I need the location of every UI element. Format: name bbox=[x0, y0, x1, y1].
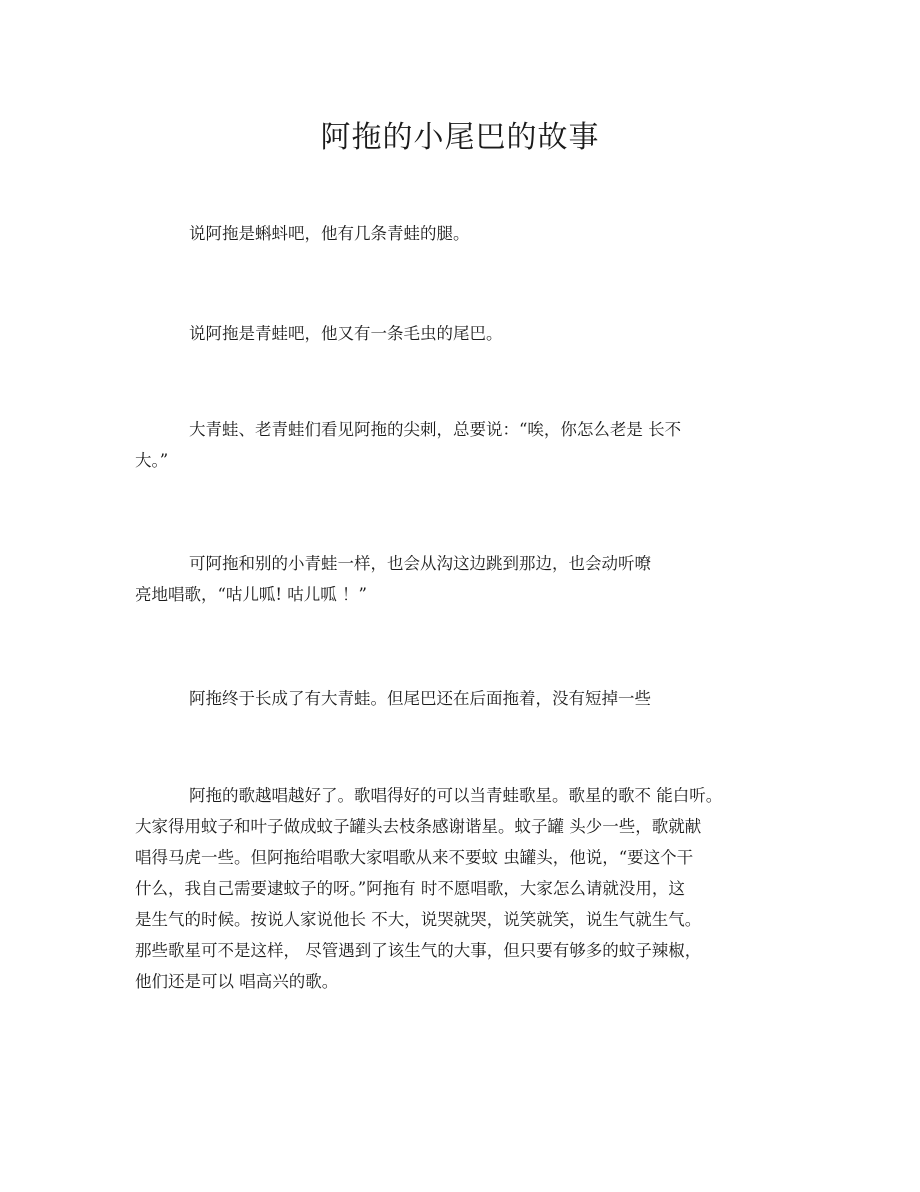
paragraph-line: 亮地唱歌，“咕儿呱! 咕儿呱 ！” bbox=[135, 585, 367, 604]
paragraph-line: 大青蛙、老青蛙们看见阿拖的尖刺，总要说：“唉，你怎么老是 长不 bbox=[189, 420, 682, 439]
paragraph-line: 说阿拖是蝌蚪吧，他有几条青蛙的腿。 bbox=[189, 224, 470, 243]
paragraph-line: 是生气的时候。按说人家说他长 不大，说哭就哭，说笑就笑，说生气就生气。 bbox=[135, 910, 702, 929]
paragraph-2 bbox=[135, 318, 747, 349]
paragraph-line: 他们还是可以 唱高兴的歌。 bbox=[135, 972, 339, 991]
paragraph-line: 什么，我自己需要逮蚊子的呀。”阿拖有 时不愿唱歌，大家怎么请就没用，这 bbox=[135, 879, 685, 898]
paragraph-line: 阿拖终于长成了有大青蛙。但尾巴还在后面拖着，没有短掉一些 bbox=[189, 689, 651, 708]
paragraph-5 bbox=[135, 683, 747, 714]
paragraph-line: 唱得马虎一些。但阿拖给唱歌大家唱歌从来不要蚊 虫罐头，他说，“要这个干 bbox=[135, 848, 694, 867]
paragraph-line: 大家得用蚊子和叶子做成蚊子罐头去枝条感谢谐星。蚊子罐 头少一些，歌就献 bbox=[135, 817, 702, 836]
paragraph-4 bbox=[135, 548, 747, 610]
paragraph-line: 说阿拖是青蛙吧，他又有一条毛虫的尾巴。 bbox=[189, 324, 503, 343]
paragraph-line: 那些歌星可不是这样， 尽管遇到了该生气的大事，但只要有够多的蚊子辣椒， bbox=[135, 941, 702, 960]
paragraph-3 bbox=[135, 414, 747, 476]
paragraph-1 bbox=[135, 218, 747, 249]
paragraph-6 bbox=[135, 780, 747, 997]
paragraph-line: 可阿拖和别的小青蛙一样，也会从沟这边跳到那边，也会动听嘹 bbox=[189, 554, 651, 573]
document-title: 阿拖的小尾巴的故事 bbox=[320, 120, 600, 155]
paragraph-line: 阿拖的歌越唱越好了。歌唱得好的可以当青蛙歌星。歌星的歌不 能白听。 bbox=[189, 786, 723, 805]
paragraph-line: 大。” bbox=[135, 451, 169, 470]
